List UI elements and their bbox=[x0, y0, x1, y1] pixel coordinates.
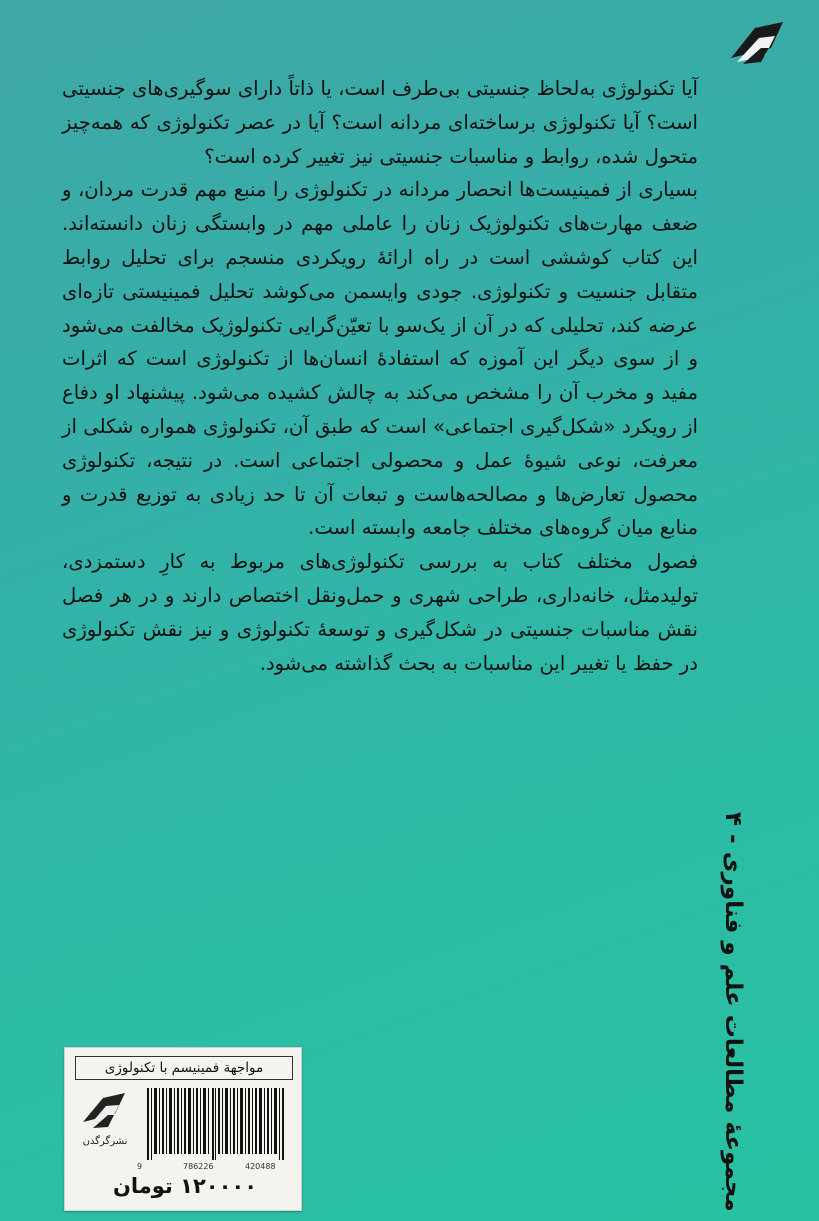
description-paragraph: آیا تکنولوژی به‌لحاظ جنسیتی بی‌طرف است، یا ذاتاً دارای سوگیری‌های جنسیتی است؟ آیا تکنولوژی برساخته‌ای مردانه است؟ آیا در عصر تکنولوژی که همه‌چیز متحول شده، روابط و مناسبات جنسیتی نیز تغییر کرده است؟ bbox=[62, 77, 698, 168]
publisher-name: نشرگرگدن bbox=[82, 1136, 128, 1147]
book-description bbox=[62, 72, 698, 680]
description-paragraph: فصول مختلف کتاب به بررسی تکنولوژی‌های مربوط به کارِ دستمزدی، تولیدمثل، خانه‌داری، طراحی شهری و حمل‌ونقل اختصاص دارند و در هر فصل نقش مناسبات جنسیتی در شکل‌گیری و توسعهٔ تکنولوژی و نیز نقش تکنولوژی در حفظ یا تغییر این مناسبات به بحث گذاشته می‌شود. bbox=[62, 550, 698, 675]
description-paragraph: بسیاری از فمینیست‌ها انحصار مردانه در تکنولوژی را منبع مهم قدرت مردان، و ضعف مهارت‌های تکنولوژیک زنان را عاملی مهم در وابستگی زنان دانسته‌اند. این کتاب کوششی است در راه ارائهٔ رویکردی منسجم برای تحلیل روابط متقابل جنسیت و تکنولوژی. جودی وایسمن می‌کوشد تحلیل فمینیستی تازه‌ای عرضه کند، تحلیلی که در آن از یک‌سو با تعیّن‌گرایی تکنولوژیک مخالفت می‌شود و از سوی دیگر این آموزه که استفادهٔ انسان‌ها از تکنولوژی است که اثرات مفید و مخرب آن را مشخص می‌کند به چالش کشیده می‌شود. پیشنهاد او دفاع از رویکرد «شکل‌گیری اجتماعی» است که طبق آن، تکنولوژی همواره شکلی از معرفت، نوعی شیوهٔ عمل و محصولی اجتماعی است. در نتیجه، تکنولوژی محصول تعارض‌ها و مصالحه‌هاست و تبعات آن تا حد زیادی به توزیع قدرت و منابع میان گروه‌های مختلف جامعه وابسته است. bbox=[62, 178, 698, 540]
publisher-logo bbox=[725, 18, 787, 74]
sticker-title: مواجهة فمينيسم با تكنولوژی bbox=[75, 1056, 293, 1080]
barcode-digit: 9 bbox=[137, 1162, 143, 1171]
price-sticker bbox=[64, 1047, 302, 1211]
publisher-logo-small bbox=[79, 1090, 129, 1136]
series-label: مجموعهٔ مطالعات علم و فناوری - ۴ bbox=[720, 812, 746, 1212]
price: ۱۲۰۰۰۰ تومان bbox=[112, 1174, 258, 1198]
barcode-digit: 420488 bbox=[245, 1162, 276, 1171]
barcode bbox=[147, 1088, 285, 1160]
barcode-digit: 786226 bbox=[183, 1162, 214, 1171]
